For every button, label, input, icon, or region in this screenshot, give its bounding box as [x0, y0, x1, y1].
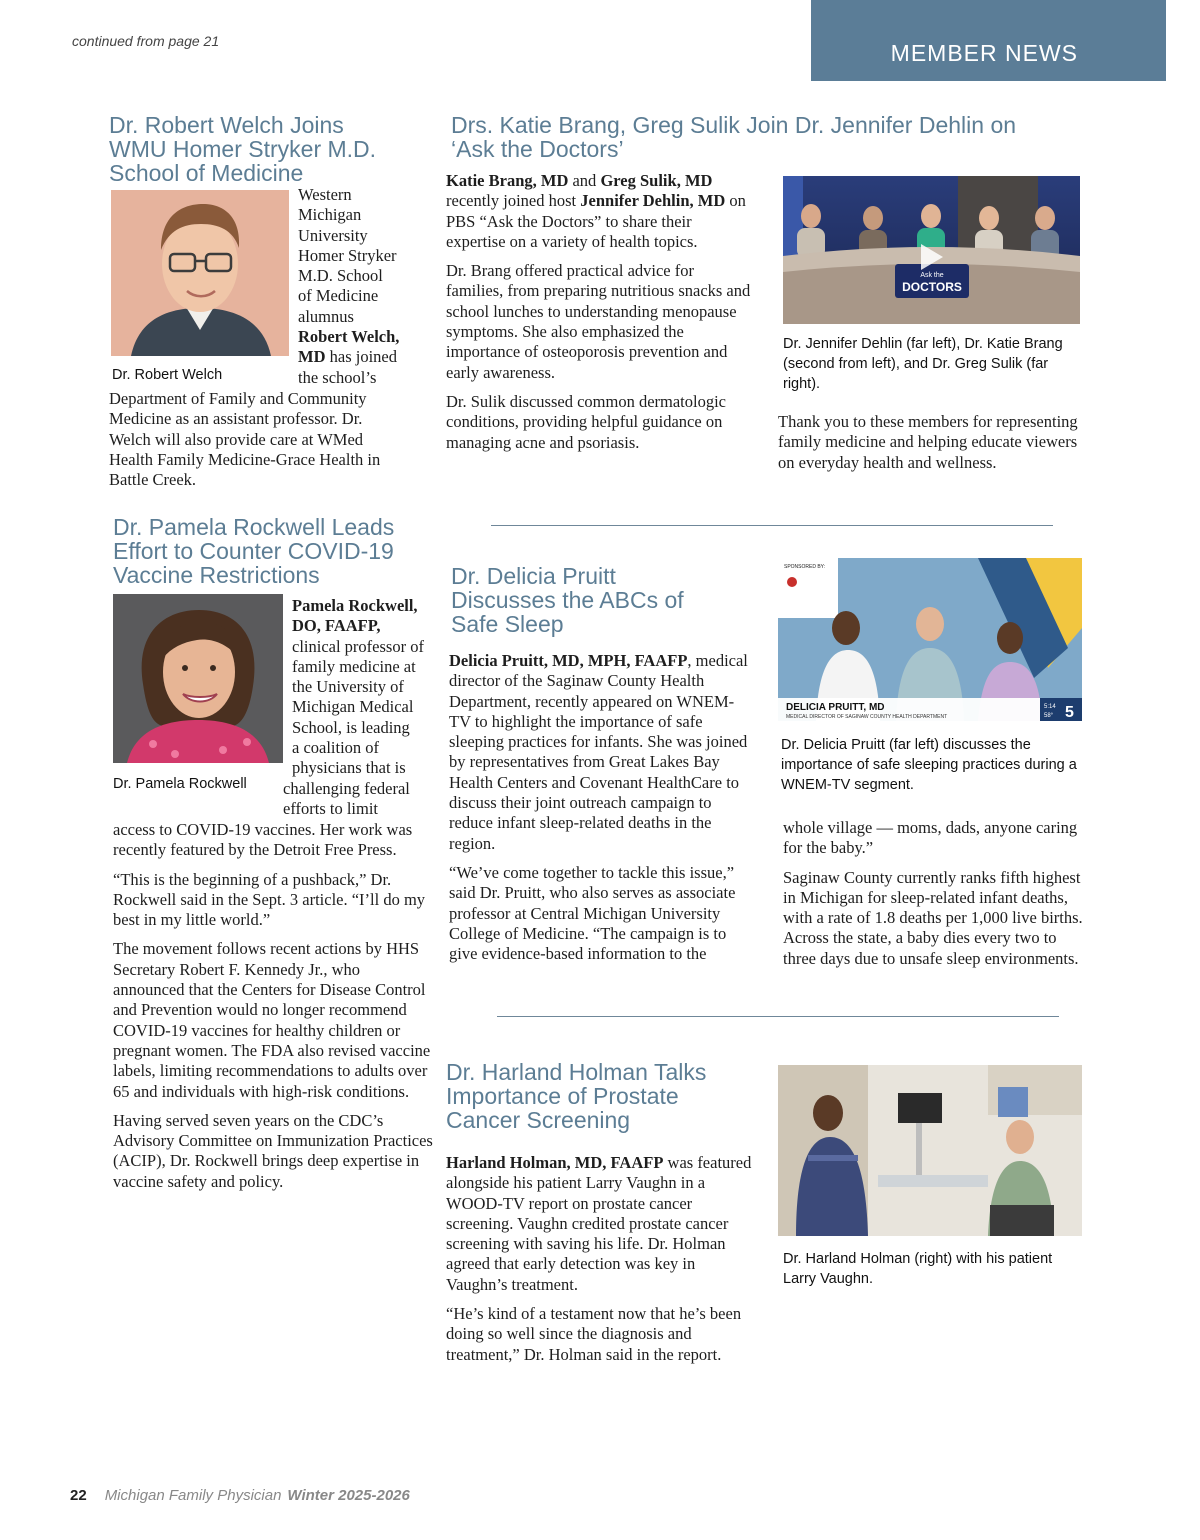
brang-paragraph-2: Dr. Brang offered practical advice for families, from preparing nutritious snacks and school lunches to understanding menopause symptoms. She also emphasized the importance of osteoporosis prevention and early awareness. [446, 261, 751, 382]
text-line: University [298, 225, 368, 245]
text-line: Michigan [298, 205, 362, 225]
brang-headline-line: ‘Ask the Doctors’ [451, 136, 624, 162]
section-title: MEMBER NEWS [890, 40, 1078, 66]
brang-paragraph-1 [446, 171, 752, 252]
pruitt-body [449, 651, 749, 973]
continued-note: continued from page 21 [72, 33, 220, 49]
text-line: a coalition of [292, 738, 380, 758]
bold-name-line: MD has joined [298, 347, 397, 367]
text-line: Medicine as an assistant professor. Dr. [109, 409, 363, 429]
text-line [298, 347, 423, 367]
welch-headline-line: Dr. Robert Welch Joins [109, 112, 344, 138]
doctor-name: Harland Holman, MD, FAAFP [446, 1153, 664, 1172]
text-line: Pamela Rockwell, [292, 596, 418, 615]
brang-caption: Dr. Jennifer Dehlin (far left), Dr. Katie Brang (second from left), and Dr. Greg Sulik (far right). [783, 336, 1063, 392]
text-line: efforts to limit [283, 798, 379, 818]
section-divider [497, 1016, 1059, 1017]
text-line: Battle Creek. [109, 470, 197, 490]
text-run: recently joined host [446, 191, 581, 211]
pruitt-body-continued [783, 818, 1093, 978]
text-line: Welch will also provide care at WMed [109, 429, 364, 449]
logo-big-text: DOCTORS [902, 280, 962, 294]
text-run: and [568, 171, 601, 190]
pamela-rockwell-photo [113, 594, 283, 763]
ask-the-doctors-video-still[interactable] [783, 176, 1080, 324]
issue-season: Winter 2025-2026 [287, 1487, 410, 1504]
page-footer [70, 1487, 410, 1504]
wnem-tv-screenshot [778, 558, 1082, 721]
text-line: access to COVID-19 vaccines. Her work was [113, 820, 413, 839]
brang-thanks: Thank you to these members for representing family medicine and helping educate viewers on everyday health and wellness. [778, 412, 1078, 472]
page-number: 22 [70, 1487, 87, 1504]
holman-exam-room-photo [778, 1065, 1082, 1236]
holman-body [446, 1153, 756, 1374]
doctor-name: Delicia Pruitt, MD, MPH, FAAFP [449, 651, 688, 670]
pruitt-paragraph-3: whole village — moms, dads, anyone caring for the baby.” [783, 818, 1078, 858]
tv-temp-text: 58° [1044, 713, 1054, 719]
section-banner [811, 0, 1166, 81]
welch-headline-line: WMU Homer Stryker M.D. [109, 136, 377, 162]
brang-paragraph-3: Dr. Sulik discussed common dermatologic conditions, providing helpful guidance on managing acne and psoriasis. [446, 391, 727, 452]
text-line: physicians that is [292, 758, 406, 778]
tv-time-text: 5:14 [1044, 704, 1056, 710]
sponsor-label: SPONSORED BY: [784, 564, 826, 570]
channel-logo-text: 5 [1065, 704, 1074, 721]
text-line: the school’s [298, 367, 377, 387]
text-line: Homer Stryker [298, 245, 397, 265]
text-line: Department of Family and Community [109, 389, 367, 408]
text-line: Robert Welch, [298, 327, 400, 347]
rockwell-headline-line: Effort to Counter COVID-19 [113, 538, 394, 564]
rockwell-headline [113, 515, 433, 587]
text-run: , medical director of the Saginaw County Health Department, recently appeared on WNEM-TV to highlight the importance of safe sleeping practices for infants. She was joined by representatives from Great Lakes Bay Health Centers and Covenant HealthCare to discuss their joint outreach campaign to reduce infant sleep-related deaths in the region. [449, 651, 748, 853]
text-line: challenging federal [283, 778, 410, 798]
pruitt-caption: Dr. Delicia Pruitt (far left) discusses the importance of safe sleeping practices during a WNEM-TV segment. [781, 737, 1077, 793]
pruitt-headline-line: Discusses the ABCs of [451, 587, 684, 613]
text-line: of Medicine [298, 286, 379, 306]
text-run: was featured alongside his patient Larry Vaughn in a WOOD-TV report on prostate cancer screening. Vaughn credited prostate cancer screening with saving his life. Dr. Holman agreed that early detection was key in Vaughn’s treatment. [446, 1153, 752, 1294]
rockwell-side-text [283, 596, 432, 819]
rockwell-paragraph-2: “This is the beginning of a pushback,” Dr. Rockwell said in the Sept. 3 article. “I’ll do my best in my little world.” [113, 869, 426, 930]
rockwell-paragraph-1 [113, 820, 435, 861]
text-line: alumnus [298, 306, 354, 326]
rockwell-headline-line: Vaccine Restrictions [113, 562, 320, 588]
rockwell-paragraph-4: Having served seven years on the CDC’s Advisory Committee on Immunization Practices (ACIP), Dr. Rockwell brings deep expertise in vaccine safety and policy. [113, 1110, 433, 1191]
text-line: M.D. School [298, 266, 383, 286]
text-line: Health Family Medicine-Grace Health in [109, 449, 381, 469]
brang-headline-line: Drs. Katie Brang, Greg Sulik Join Dr. Jennifer Dehlin on [451, 112, 1017, 138]
bold-credential: MD [298, 347, 326, 367]
welch-headline [109, 113, 429, 185]
rockwell-body [113, 820, 435, 1201]
pruitt-headline [451, 564, 751, 636]
pruitt-paragraph-4: Saginaw County currently ranks fifth highest in Michigan for sleep-related infant deaths, with a rate of 1.8 deaths per 1,000 live births. Across the state, a baby dies every two to three days due to unsafe sleep environments. [783, 867, 1083, 968]
rockwell-caption: Dr. Pamela Rockwell [113, 776, 247, 792]
publication-name: Michigan Family Physician [104, 1487, 282, 1504]
holman-paragraph-2: “He’s kind of a testament now that he’s been doing so well since the diagnosis and treatment,” Dr. Holman said in the report. [446, 1304, 742, 1364]
holman-headline-line: Importance of Prostate [446, 1083, 679, 1109]
brang-headline [451, 113, 1091, 161]
doctor-name: Greg Sulik, MD [600, 171, 713, 190]
text-line: recently featured by the Detroit Free Press. [113, 840, 397, 860]
pruitt-paragraph-2: “We’ve come together to tackle this issue,” said Dr. Pruitt, who also serves as associate professor at Central Michigan University College of Medicine. “The campaign is to give evidence-based information to the [449, 862, 736, 964]
text-line: the University of [292, 677, 404, 697]
doctor-name: Jennifer Dehlin, MD [580, 191, 726, 211]
text-line: Michigan Medical [292, 697, 414, 717]
brang-body [446, 171, 752, 462]
welch-body [109, 389, 429, 490]
holman-headline-line: Cancer Screening [446, 1107, 631, 1133]
rockwell-paragraph-3: The movement follows recent actions by HHS Secretary Robert F. Kennedy Jr., who announced that the Centers for Disease Control and Prevention would no longer recommend COVID-19 vaccines for healthy children or pregnant women. The FDA also revised vaccine labels, limiting recommendations to adults over 65 and individuals with high-risk conditions. [113, 939, 431, 1101]
holman-caption: Dr. Harland Holman (right) with his patient Larry Vaughn. [783, 1251, 1053, 1287]
holman-paragraph-1 [446, 1153, 756, 1295]
pruitt-paragraph-1 [449, 651, 749, 854]
logo-small-text: Ask the [920, 272, 944, 279]
section-divider [491, 525, 1053, 526]
text-line: family medicine at [292, 656, 416, 676]
robert-welch-photo [111, 190, 289, 356]
holman-headline-line: Dr. Harland Holman Talks [446, 1059, 707, 1085]
welch-caption: Dr. Robert Welch [112, 367, 223, 383]
text-line: School, is leading [292, 717, 410, 737]
welch-headline-line: School of Medicine [109, 160, 304, 186]
text-line: Western [298, 185, 352, 204]
text-line: DO, FAAFP, [292, 616, 381, 636]
tv-name-text: DELICIA PRUITT, MD [786, 702, 885, 713]
text-run: on PBS “Ask the Doctors” to share their expertise on a variety of health topics. [446, 191, 746, 251]
doctor-name: Katie Brang, MD [446, 171, 569, 190]
holman-headline [446, 1060, 756, 1132]
rockwell-headline-line: Dr. Pamela Rockwell Leads [113, 514, 395, 540]
pruitt-headline-line: Safe Sleep [451, 611, 564, 637]
text-line: clinical professor of [292, 636, 424, 656]
tv-role-text: MEDICAL DIRECTOR OF SAGINAW COUNTY HEALTH DEPARTMENT [786, 714, 948, 720]
welch-side-text [298, 185, 423, 388]
pruitt-headline-line: Dr. Delicia Pruitt [451, 563, 616, 589]
